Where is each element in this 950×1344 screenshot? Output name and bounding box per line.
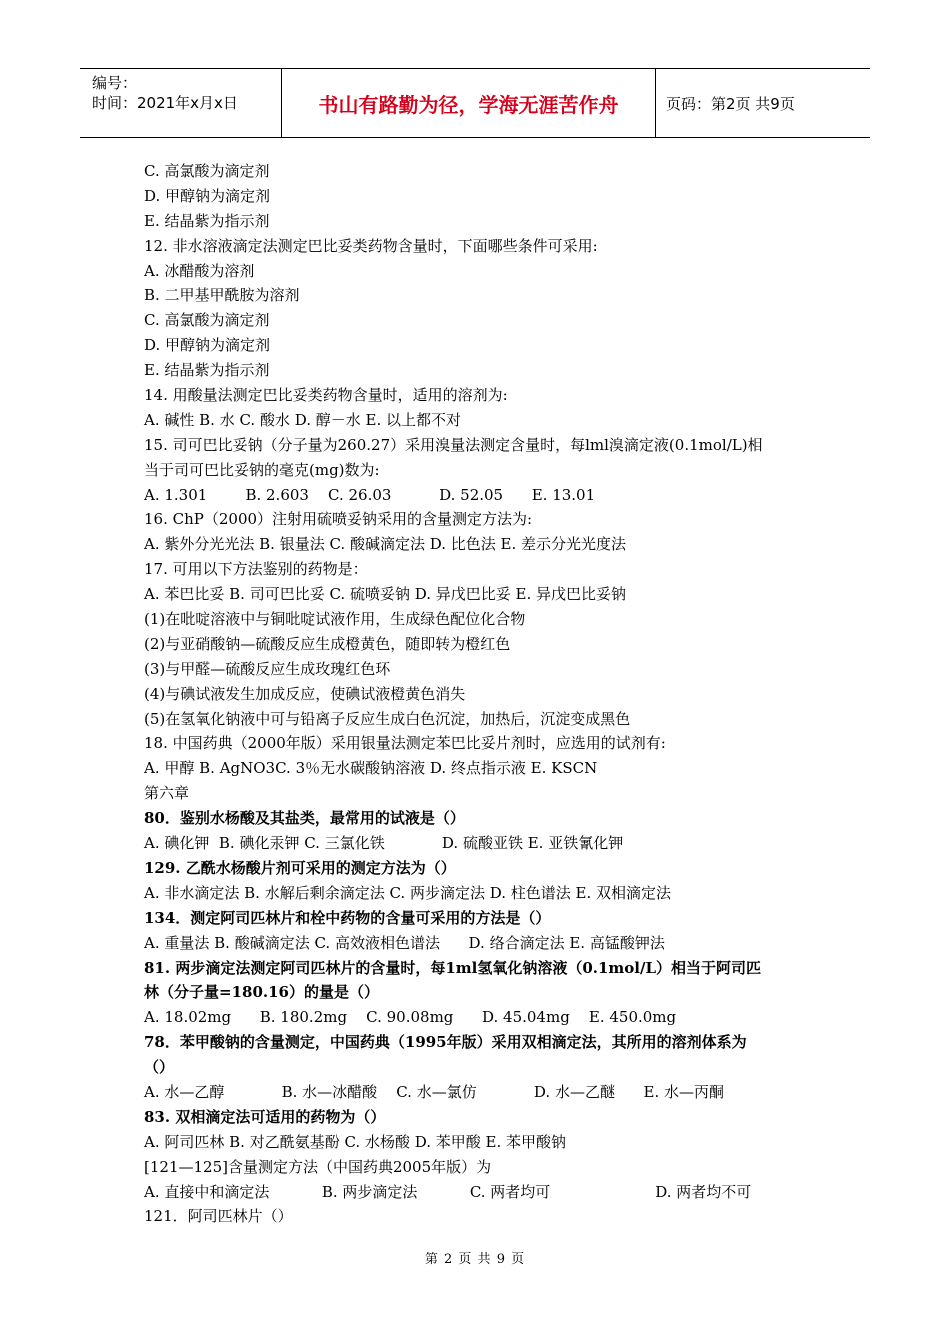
text-line: A. 甲醇 B. AgNO3C. 3％无水碳酸钠溶液 D. 终点指示液 E. KSCN [144, 759, 598, 778]
text-line: A. 碘化钾 B. 碘化汞钾 C. 三氯化铁 D. 硫酸亚铁 E. 亚铁氰化钾 [144, 834, 624, 853]
question-line: 129. 乙酰水杨酸片剂可采用的测定方法为（） [144, 858, 456, 877]
question-line: 17. 可用以下方法鉴别的药物是： [144, 560, 368, 579]
text-line: A. 苯巴比妥 B. 司可巴比妥 C. 硫喷妥钠 D. 异戊巴比妥 E. 异戊巴比妥钠 [144, 585, 626, 604]
text-line: A. 冰醋酸为溶剂 [144, 261, 255, 280]
question-line: 83. 双相滴定法可适用的药物为（） [144, 1107, 386, 1126]
text-line: A. 18.02mg B. 180.2mg C. 90.08mg D. 45.04mg E. 450.0mg [144, 1008, 677, 1027]
question-line: 18. 中国药典（2000年版）采用银量法测定苯巴比妥片剂时，应选用的试剂有: [144, 734, 666, 753]
text-line: A. 重量法 B. 酸碱滴定法 C. 高效液相色谱法 D. 络合滴定法 E. 高锰酸钾法 [144, 933, 665, 952]
text-line: E. 结晶紫为指示剂 [144, 361, 270, 380]
text-line: (5)在氢氧化钠液中可与铅离子反应生成白色沉淀，加热后，沉淀变成黑色 [144, 709, 631, 728]
question-line: 12. 非水溶液滴定法测定巴比妥类药物含量时，下面哪些条件可采用: [144, 236, 598, 255]
text-line: (1)在吡啶溶液中与铜吡啶试液作用，生成绿色配位化合物 [144, 610, 526, 629]
text-line: [121—125]含量测定方法（中国药典2005年版）为 [144, 1157, 492, 1176]
text-line: (2)与亚硝酸钠—硫酸反应生成橙黄色，随即转为橙红色 [144, 634, 511, 653]
text-line: B. 二甲基甲酰胺为溶剂 [144, 286, 300, 305]
question-line: 78．苯甲酸钠的含量测定，中国药典（1995年版）采用双相滴定法，其所用的溶剂体系为 [144, 1033, 747, 1052]
header-page-info [656, 69, 870, 137]
question-line: 81. 两步滴定法测定阿司匹林片的含量时，每1ml氢氧化钠溶液（0.1mol/L）相当于阿司匹 [144, 958, 762, 977]
question-line: 15. 司可巴比妥钠（分子量为260.27）采用溴量法测定含量时，每lml溴滴定液(0.1mol/L)相 [144, 435, 763, 454]
question-line: 80．鉴别水杨酸及其盐类，最常用的试液是（） [144, 809, 465, 828]
text-line: C. 高氯酸为滴定剂 [144, 162, 270, 180]
header-meta [80, 69, 282, 137]
text-line: E. 结晶紫为指示剂 [144, 211, 270, 230]
page-footer: 第 2 页 共 9 页 [424, 1252, 526, 1267]
question-line: 16. ChP（2000）注射用硫喷妥钠采用的含量测定方法为: [144, 510, 533, 529]
text-line: A. 紫外分光光法 B. 银量法 C. 酸碱滴定法 D. 比色法 E. 差示分光光度法 [144, 535, 626, 554]
text-line: (3)与甲醛—硫酸反应生成玫瑰红色环 [144, 659, 391, 678]
text-line: (4)与碘试液发生加成反应，使碘试液橙黄色消失 [144, 684, 466, 703]
header-motto [282, 69, 656, 137]
page-header [80, 68, 870, 138]
text-line: D. 甲醇钠为滴定剂 [144, 186, 271, 205]
question-line: （） [144, 1058, 175, 1077]
question-line: 林（分子量=180.16）的量是（） [144, 983, 379, 1002]
text-line: C. 高氯酸为滴定剂 [144, 311, 270, 330]
time-label: 时间：2021年x月x日 [92, 94, 238, 112]
document-body [144, 159, 824, 1229]
motto-text: 书山有路勤为径，学海无涯苦作舟 [318, 92, 619, 117]
text-line: A. 直接中和滴定法 B. 两步滴定法 C. 两者均可 D. 两者均不可 [144, 1182, 752, 1201]
question-line: 14. 用酸量法测定巴比妥类药物含量时，适用的溶剂为: [144, 386, 508, 405]
text-line: A. 1.301 B. 2.603 C. 26.03 D. 52.05 E. 13.01 [144, 485, 596, 504]
text-line: 当于司可巴比妥钠的毫克(mg)数为: [144, 460, 380, 479]
text-line: A. 碱性 B. 水 C. 酸水 D. 醇－水 E. 以上都不对 [144, 410, 461, 429]
text-line: A. 水—乙醇 B. 水—冰醋酸 C. 水—氯仿 D. 水—乙醚 E. 水—丙酮 [144, 1082, 725, 1101]
question-line: 134．测定阿司匹林片和栓中药物的含量可采用的方法是（） [144, 908, 551, 927]
text-line: A. 阿司匹林 B. 对乙酰氨基酚 C. 水杨酸 D. 苯甲酸 E. 苯甲酸钠 [144, 1132, 566, 1151]
page-number-label: 页码：第2页 共9页 [666, 94, 795, 113]
number-label: 编号： [92, 74, 138, 92]
question-line: 121．阿司匹林片（） [144, 1207, 293, 1226]
text-line: D. 甲醇钠为滴定剂 [144, 336, 271, 355]
chapter-heading: 第六章 [144, 784, 190, 803]
text-line: A. 非水滴定法 B. 水解后剩余滴定法 C. 两步滴定法 D. 柱色谱法 E. 双相滴定法 [144, 883, 671, 902]
